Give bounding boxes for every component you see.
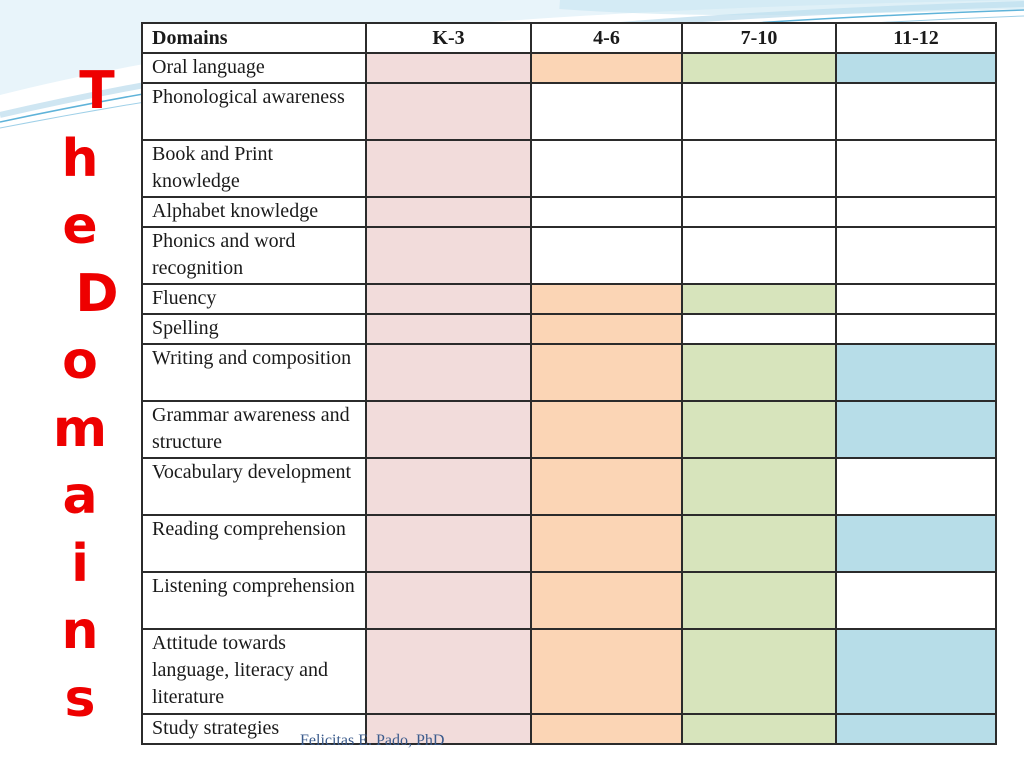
domain-cell: Alphabet knowledge	[142, 197, 366, 227]
table-row	[142, 314, 996, 344]
table-row	[142, 140, 996, 197]
grade-cell	[366, 227, 531, 284]
title-letter: h	[61, 128, 99, 189]
grade-cell	[531, 53, 682, 83]
grade-cell	[682, 140, 836, 197]
domain-cell: Book and Print knowledge	[142, 140, 366, 197]
grade-cell	[836, 458, 996, 515]
grade-cell	[682, 572, 836, 629]
grade-cell	[531, 344, 682, 401]
title-letter: i	[71, 533, 89, 594]
grade-cell	[682, 458, 836, 515]
grade-cell	[836, 629, 996, 714]
table-row	[142, 458, 996, 515]
table-row	[142, 83, 996, 140]
table-row	[142, 53, 996, 83]
grade-cell	[366, 401, 531, 458]
grade-cell	[531, 197, 682, 227]
grade-cell	[366, 629, 531, 714]
domain-cell: Oral language	[142, 53, 366, 83]
title-letter: s	[64, 668, 96, 729]
domain-cell: Reading comprehension	[142, 515, 366, 572]
grade-cell	[682, 629, 836, 714]
grade-cell	[836, 53, 996, 83]
grade-cell	[836, 572, 996, 629]
grade-cell	[836, 197, 996, 227]
header-4-6: 4-6	[531, 23, 682, 53]
domain-cell: Spelling	[142, 314, 366, 344]
grade-cell	[531, 140, 682, 197]
grade-cell	[531, 629, 682, 714]
grade-cell	[682, 344, 836, 401]
grade-cell	[366, 515, 531, 572]
grade-cell	[682, 314, 836, 344]
grade-cell	[366, 53, 531, 83]
grade-cell	[836, 227, 996, 284]
title-letter: m	[52, 398, 108, 459]
grade-cell	[531, 401, 682, 458]
table-row	[142, 227, 996, 284]
domain-cell: Writing and composition	[142, 344, 366, 401]
title-letter: T	[79, 61, 115, 121]
grade-cell	[682, 53, 836, 83]
grade-cell	[682, 227, 836, 284]
grade-cell	[366, 458, 531, 515]
header-k3: K-3	[366, 23, 531, 53]
table-row	[142, 572, 996, 629]
grade-cell	[836, 140, 996, 197]
title-letter: a	[62, 466, 98, 526]
header-7-10: 7-10	[682, 23, 836, 53]
domain-cell: Study strategies	[142, 714, 366, 744]
grade-cell	[531, 572, 682, 629]
grade-cell	[531, 227, 682, 284]
title-letter: D	[75, 263, 119, 324]
domain-cell: Phonological awareness	[142, 83, 366, 140]
grade-cell	[836, 714, 996, 744]
domain-cell: Attitude towards language, literacy and literature	[142, 629, 366, 714]
author-credit: Felicitas E. Pado, PhD	[300, 732, 445, 749]
table-row	[142, 629, 996, 714]
grade-cell	[836, 515, 996, 572]
grade-cell	[682, 197, 836, 227]
table-row	[142, 401, 996, 458]
table-header-row	[142, 23, 996, 53]
table-row	[142, 714, 996, 744]
grade-cell	[531, 314, 682, 344]
title-letter: n	[61, 601, 99, 661]
title-letter: e	[62, 196, 98, 256]
grade-cell	[531, 714, 682, 744]
domain-cell: Fluency	[142, 284, 366, 314]
grade-cell	[531, 458, 682, 515]
grade-cell	[836, 314, 996, 344]
grade-cell	[366, 572, 531, 629]
grade-cell	[836, 284, 996, 314]
title-letter: o	[62, 331, 98, 391]
grade-cell	[682, 515, 836, 572]
grade-cell	[366, 197, 531, 227]
header-domains: Domains	[142, 23, 366, 53]
table-row	[142, 284, 996, 314]
domain-cell: Phonics and word recognition	[142, 227, 366, 284]
grade-cell	[366, 284, 531, 314]
table-row	[142, 344, 996, 401]
grade-cell	[682, 401, 836, 458]
domain-cell: Listening comprehension	[142, 572, 366, 629]
vertical-title	[40, 58, 120, 733]
grade-cell	[682, 284, 836, 314]
table-row	[142, 515, 996, 572]
grade-cell	[682, 714, 836, 744]
grade-cell	[531, 515, 682, 572]
grade-cell	[836, 344, 996, 401]
grade-cell	[366, 314, 531, 344]
grade-cell	[836, 401, 996, 458]
grade-cell	[366, 344, 531, 401]
domain-cell: Vocabulary development	[142, 458, 366, 515]
grade-cell	[531, 83, 682, 140]
domains-table	[141, 22, 997, 745]
grade-cell	[682, 83, 836, 140]
grade-cell	[531, 284, 682, 314]
table-row	[142, 197, 996, 227]
grade-cell	[836, 83, 996, 140]
grade-cell	[366, 83, 531, 140]
domain-cell: Grammar awareness and structure	[142, 401, 366, 458]
grade-cell	[366, 140, 531, 197]
header-11-12: 11-12	[836, 23, 996, 53]
